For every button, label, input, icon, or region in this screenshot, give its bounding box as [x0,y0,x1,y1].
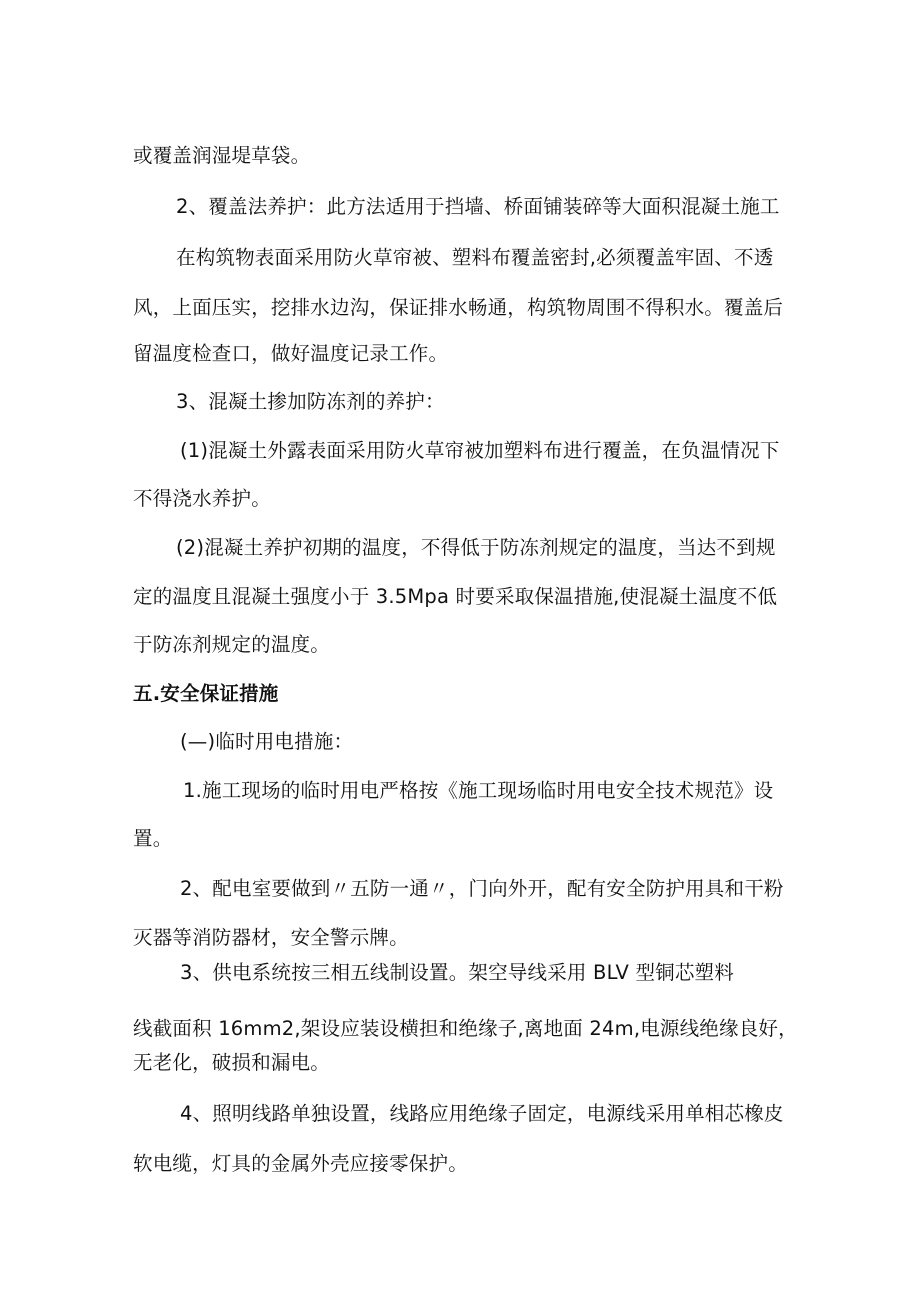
text-line: 3、混凝土掺加防冻剂的养护： [176,390,445,413]
text-line: 3、供电系统按三相五线制设置。架空导线采用 BLV 型铜芯塑料 [180,961,734,984]
text-line: 定的温度且混凝土强度小于 3.5Mpa 时要采取保温措施,使混凝土温度不低 [133,585,778,608]
text-line: 软电缆，灯具的金属外壳应接零保护。 [133,1152,468,1175]
text-line: 或覆盖润湿堤草袋。 [133,144,311,167]
text-line: 在构筑物表面采用防火草帘被、塑料布覆盖密封,必须覆盖牢固、不透 [176,246,774,269]
text-line: 灭器等消防器材，安全警示牌。 [133,926,409,949]
text-line: (—)临时用电措施： [180,730,354,753]
text-line: 于防冻剂规定的温度。 [133,633,331,656]
text-line: 无老化，破损和漏电。 [133,1051,331,1074]
text-line: 1.施工现场的临时用电严格按《施工现场临时用电安全技术规范》设 [183,779,774,802]
text-line: 线截面积 16mm2,架设应装设横担和绝缘子,离地面 24m,电源线绝缘良好， [133,1017,798,1040]
text-line: 留温度检查口，做好温度记录工作。 [133,342,449,365]
text-line: 风，上面压实，挖排水边沟，保证排水畅通，构筑物周围不得积水。覆盖后 [133,296,784,319]
text-line: 2、覆盖法养护：此方法适用于挡墙、桥面铺装碎等大面积混凝土施工 [176,195,780,218]
text-line: 置。 [133,827,173,850]
text-line: 不得浇水养护。 [133,487,271,510]
text-line: 4、照明线路单独设置，线路应用绝缘子固定，电源线采用单相芯橡皮 [180,1102,784,1125]
text-line: (1)混凝土外露表面采用防火草帘被加塑料布进行覆盖，在负温情况下 [180,439,780,462]
text-line: 2、配电室要做到〃五防一通〃，门向外开，配有安全防护用具和干粉 [180,877,784,900]
text-line: (2)混凝土养护初期的温度，不得低于防冻剂规定的温度，当达不到规 [176,536,776,559]
section-heading: 五.安全保证措施 [133,682,279,705]
